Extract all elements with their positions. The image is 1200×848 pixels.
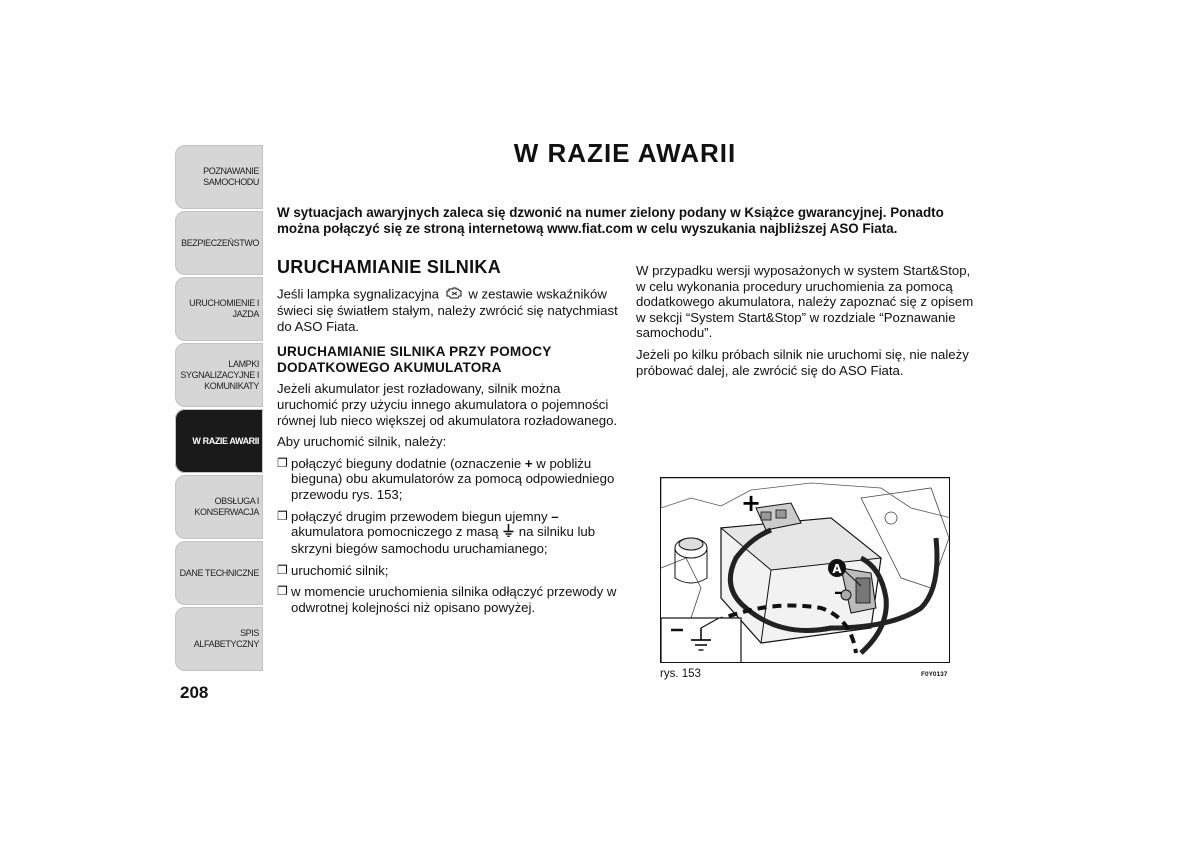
minus-sign: – xyxy=(834,582,843,603)
tab-label: URUCHOMIENIE I JAZDA xyxy=(189,298,259,319)
paragraph: Jeżeli akumulator jest rozładowany, silnik można uruchomić przy użyciu innego akumulatora o pojemności równej lub nieco większej od akumulatora rozładowanego. xyxy=(277,381,618,428)
tab-label: LAMPKI SYGNALIZACYJNE I KOMUNIKATY xyxy=(180,358,259,391)
tab-obsluga-i-konserwacja[interactable] xyxy=(175,475,263,539)
subsection-heading: URUCHAMIANIE SILNIKA PRZY POMOCY DODATKOWEGO AKUMULATORA xyxy=(277,344,552,375)
list-item-text: połączyć drugim przewodem biegun ujemny – akumulatora pomocniczego z masą na silniku lub skrzyni biegów samochodu uruchamianego; xyxy=(291,508,596,556)
intro-paragraph: W sytuacjach awaryjnych zaleca się dzwonić na numer zielony podany w Książce gwarancyjnej. Ponadto można połączyć się ze stroną internetową www.fiat.com w celu wyszukania najbliższej ASO Fiata. xyxy=(277,205,944,236)
label-a: A xyxy=(832,562,842,576)
ground-symbol-icon xyxy=(503,524,514,541)
tab-label: POZNAWANIE SAMOCHODU xyxy=(203,166,259,187)
paragraph-text: w zestawie wskaźników świeci się światłem stałym, należy zwrócić się natychmiast do ASO Fiata. xyxy=(277,285,618,334)
paragraph: Aby uruchomić silnik, należy: xyxy=(277,434,447,450)
checkbox-bullet-icon: ❐ xyxy=(277,584,288,599)
warning-lamp-paragraph xyxy=(277,286,622,335)
tab-dane-techniczne[interactable] xyxy=(175,541,263,605)
checkbox-bullet-icon: ❐ xyxy=(277,508,288,523)
tab-label: BEZPIECZEŃSTWO xyxy=(181,237,259,248)
list-item xyxy=(277,563,622,579)
tab-label: OBSŁUGA I KONSERWACJA xyxy=(194,496,259,517)
battery-jump-start-illustration xyxy=(660,477,950,663)
section-heading: URUCHAMIANIE SILNIKA xyxy=(277,257,501,277)
paragraph: W przypadku wersji wyposażonych w system Start&Stop, w celu wykonania procedury uruchomienia za pomocą dodatkowego akumulatora, należy zapoznać się z opisem w sekcji “System Start&Stop” w rozdziale “Poznawanie samochodu”. xyxy=(636,263,974,341)
engine-warning-lamp-icon xyxy=(445,286,463,304)
list-item xyxy=(277,456,622,503)
tab-lampki-sygnalizacyjne[interactable] xyxy=(175,343,263,407)
plus-sign: + xyxy=(524,455,533,471)
tab-w-razie-awarii[interactable] xyxy=(175,409,263,473)
page-number: 208 xyxy=(180,683,209,702)
tab-poznawanie-samochodu[interactable] xyxy=(175,145,263,209)
tab-label: W RAZIE AWARII xyxy=(192,435,259,446)
tab-label: SPIS ALFABETYCZNY xyxy=(193,628,259,649)
paragraph: Jeżeli po kilku próbach silnik nie uruchomi się, nie należy próbować dalej, ale zwrócić się do ASO Fiata. xyxy=(636,346,969,378)
page-title: W RAZIE AWARII xyxy=(513,138,737,168)
tab-bezpieczenstwo[interactable] xyxy=(175,211,263,275)
plus-sign: + xyxy=(741,489,762,517)
list-item xyxy=(277,509,622,557)
list-item-text: uruchomić silnik; xyxy=(291,562,389,578)
list-item xyxy=(277,584,622,615)
figure-caption: rys. 153 xyxy=(660,668,701,680)
figure-code: F0Y0137 xyxy=(921,671,948,678)
list-item-text: w momencie uruchomienia silnika odłączyć przewody w odwrotnej kolejności niż opisano powyżej. xyxy=(291,584,617,615)
checkbox-bullet-icon: ❐ xyxy=(277,562,288,577)
tab-spis-alfabetyczny[interactable] xyxy=(175,607,263,671)
list-item-text: połączyć bieguny dodatnie (oznaczenie + w pobliżu bieguna) obu akumulatorów za pomocą odpowiedniego przewodu rys. 153; xyxy=(291,455,615,502)
paragraph-text: Jeśli lampka sygnalizacyjna xyxy=(277,285,439,301)
tab-label: DANE TECHNICZNE xyxy=(179,567,259,578)
minus-sign: – xyxy=(551,508,559,524)
tab-uruchomienie-i-jazda[interactable] xyxy=(175,277,263,341)
left-column xyxy=(277,257,622,621)
checkbox-bullet-icon: ❐ xyxy=(277,455,288,470)
right-column xyxy=(636,263,981,384)
chapter-sidebar xyxy=(175,145,263,673)
